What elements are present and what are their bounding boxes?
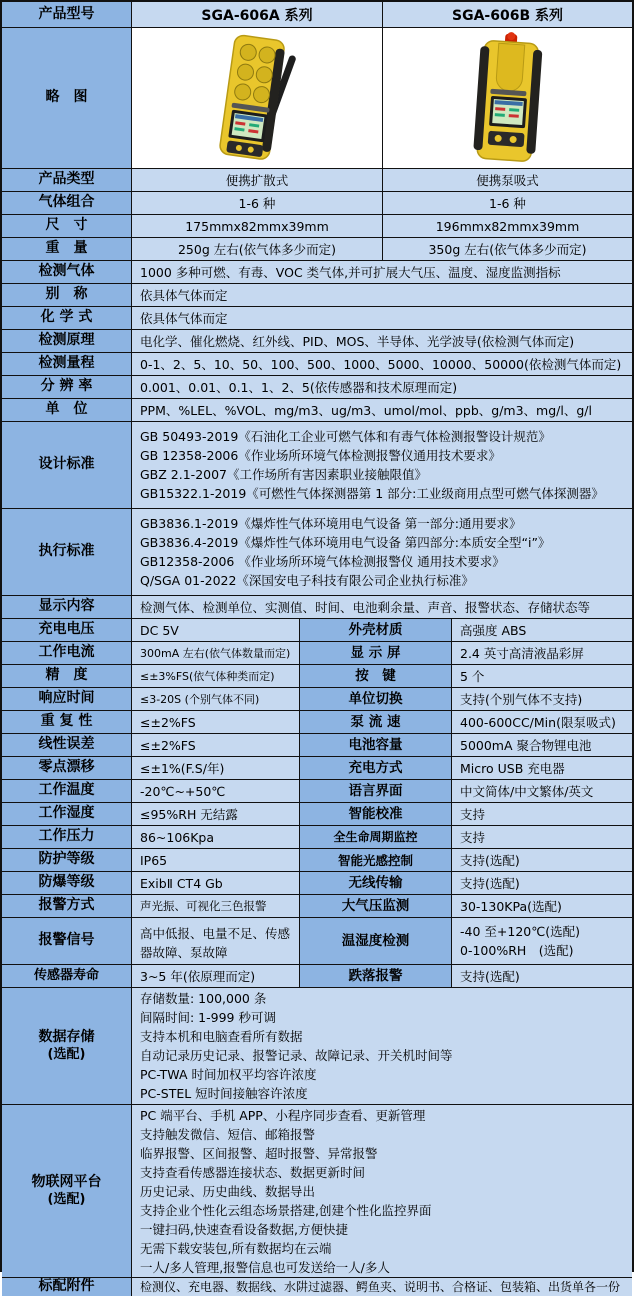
device-b-image-cell (382, 28, 632, 168)
storage-line: 间隔时间: 1-999 秒可调 (140, 1010, 276, 1025)
value-left: ≤95%RH 无结露 (131, 803, 299, 825)
row-working-temperature (2, 779, 632, 802)
row-label: 充电电压 (2, 619, 131, 641)
standard-line: GB 12358-2006《作业场所环境气体检测报警仪通用技术要求》 (140, 448, 501, 463)
row-explosion-proof-rating (2, 871, 632, 894)
row-label: 工作温度 (2, 780, 131, 802)
storage-line: 存储数量: 100,000 条 (140, 991, 267, 1006)
row-dimensions (2, 214, 632, 237)
row-resolution (2, 375, 632, 398)
row-label-right: 外壳材质 (299, 619, 451, 641)
value-left: 300mA 左右(依气体数量而定) (131, 642, 299, 664)
row-detection-principle (2, 329, 632, 352)
row-label (2, 1105, 131, 1277)
row-label: 执行标准 (2, 509, 131, 595)
row-label-right: 单位切换 (299, 688, 451, 710)
standard-line: GBZ 2.1-2007《工作场所有害因素职业接触限值》 (140, 467, 428, 482)
row-value: 依具体气体而定 (131, 284, 632, 306)
value-left: 86~106Kpa (131, 826, 299, 848)
row-charging-voltage (2, 618, 632, 641)
row-label: 报警方式 (2, 895, 131, 917)
row-product-model (2, 2, 632, 27)
value-a: 1-6 种 (131, 192, 382, 214)
iot-line: 支持查看传感器连接状态、数据更新时间 (140, 1164, 366, 1180)
row-linearity-error (2, 733, 632, 756)
row-label: 工作电流 (2, 642, 131, 664)
iot-line: 支持企业个性化云组态场景搭建,创建个性化监控界面 (140, 1202, 432, 1218)
row-label: 分 辨 率 (2, 376, 131, 398)
storage-line: 支持本机和电脑查看所有数据 (140, 1029, 303, 1044)
pump-detector-image (453, 32, 563, 164)
storage-line: PC-TWA 时间加权平均容许浓度 (140, 1067, 317, 1082)
value-right: 30-130KPa(选配) (451, 895, 632, 917)
row-label (2, 988, 131, 1104)
row-response-time (2, 687, 632, 710)
storage-feature-list (131, 988, 632, 1104)
execution-standards-list (131, 509, 632, 595)
value-left: ≤3-20S (个别气体不同) (131, 688, 299, 710)
row-label-right: 电池容量 (299, 734, 451, 756)
diffusion-detector-image (197, 32, 317, 164)
value-right: 支持(选配) (451, 965, 632, 987)
row-display-content (2, 595, 632, 618)
standard-line: GB 50493-2019《石油化工企业可燃气体和有毒气体检测报警设计规范》 (140, 429, 551, 444)
iot-line: 无需下载安装包,所有数据均在云端 (140, 1240, 332, 1256)
iot-line: 一键扫码,快速查看设备数据,方便快捷 (140, 1221, 348, 1237)
value-right: 支持 (451, 803, 632, 825)
row-label: 略 图 (2, 28, 131, 168)
standard-line: GB3836.4-2019《爆炸性气体环境用电气设备 第四部分:本质安全型“i”》 (140, 535, 551, 550)
row-sensor-life (2, 964, 632, 987)
alarm-signals-text: 高中低报、电量不足、传感器故障、泵故障 (140, 925, 291, 960)
row-label: 单 位 (2, 399, 131, 421)
row-label-right: 无线传输 (299, 872, 451, 894)
row-label-right: 语言界面 (299, 780, 451, 802)
row-label-right: 显 示 屏 (299, 642, 451, 664)
standard-line: GB3836.1-2019《爆炸性气体环境用电气设备 第一部分:通用要求》 (140, 516, 522, 531)
row-label-right: 跌落报警 (299, 965, 451, 987)
value-left: IP65 (131, 849, 299, 871)
value-right: 中文简体/中文繁体/英文 (451, 780, 632, 802)
value-right: 支持 (451, 826, 632, 848)
row-label: 显示内容 (2, 596, 131, 618)
value-left: ≤±1%(F.S/年) (131, 757, 299, 779)
row-value: 1000 多种可燃、有毒、VOC 类气体,并可扩展大气压、温度、湿度监测指标 (131, 261, 632, 283)
iot-line: PC 端平台、手机 APP、小程序同步查看、更新管理 (140, 1107, 426, 1123)
standard-line: GB12358-2006 《作业场所环境气体检测报警仪 通用技术要求》 (140, 554, 505, 569)
row-design-standards (2, 421, 632, 508)
row-label: 线性误差 (2, 734, 131, 756)
row-product-type (2, 168, 632, 191)
value-left: ExibⅡ CT4 Gb (131, 872, 299, 894)
row-label: 防爆等级 (2, 872, 131, 894)
row-value: PPM、%LEL、%VOL、mg/m3、ug/m3、umol/mol、ppb、g/m3、mg/l、g/l (131, 399, 632, 421)
row-alarm-signals (2, 917, 632, 964)
row-label: 零点漂移 (2, 757, 131, 779)
row-working-current (2, 641, 632, 664)
row-label-right: 大气压监测 (299, 895, 451, 917)
iot-label: 物联网平台 (31, 1174, 102, 1191)
temp-range-line: -40 至+120℃(选配) (460, 924, 581, 939)
row-label-right: 智能校准 (299, 803, 451, 825)
row-label: 响应时间 (2, 688, 131, 710)
value-right (451, 918, 632, 964)
value-right: 支持(选配) (451, 849, 632, 871)
value-left: 声光振、可视化三色报警 (131, 895, 299, 917)
value-b: 350g 左右(依气体多少而定) (382, 238, 632, 260)
row-label: 精 度 (2, 665, 131, 687)
iot-line: 临界报警、区间报警、超时报警、异常报警 (140, 1145, 378, 1161)
row-value: 0.001、0.01、0.1、1、2、5(依传感器和技术原理而定) (131, 376, 632, 398)
row-label-right: 智能光感控制 (299, 849, 451, 871)
row-label: 工作压力 (2, 826, 131, 848)
standard-line: GB15322.1-2019《可燃性气体探测器第 1 部分:工业级商用点型可燃气体探测器》 (140, 486, 604, 501)
value-left: ≤±3%FS(依气体种类而定) (131, 665, 299, 687)
row-chemical-formula (2, 306, 632, 329)
design-standards-list (131, 422, 632, 508)
iot-line: 支持触发微信、短信、邮箱报警 (140, 1126, 316, 1142)
value-right: 5 个 (451, 665, 632, 687)
value-right: 高强度 ABS (451, 619, 632, 641)
standard-line: Q/SGA 01-2022《深国安电子科技有限公司企业执行标准》 (140, 573, 474, 588)
row-working-humidity (2, 802, 632, 825)
value-right: 400-600CC/Min(限泵吸式) (451, 711, 632, 733)
row-units (2, 398, 632, 421)
storage-line: PC-STEL 短时间接触容许浓度 (140, 1086, 308, 1101)
row-accuracy (2, 664, 632, 687)
row-label: 标配附件 (2, 1278, 131, 1296)
iot-line: 一人/多人管理,报警信息也可发送给一人/多人 (140, 1259, 390, 1275)
row-label: 防护等级 (2, 849, 131, 871)
row-label: 工作湿度 (2, 803, 131, 825)
row-label: 重 复 性 (2, 711, 131, 733)
row-value: 检测气体、检测单位、实测值、时间、电池剩余量、声音、报警状态、存储状态等 (131, 596, 632, 618)
row-value: 依具体气体而定 (131, 307, 632, 329)
row-execution-standards (2, 508, 632, 595)
value-b: 196mmx82mmx39mm (382, 215, 632, 237)
value-a: 250g 左右(依气体多少而定) (131, 238, 382, 260)
value-b: 1-6 种 (382, 192, 632, 214)
iot-label-optional: (选配) (47, 1191, 86, 1207)
row-gas-combination (2, 191, 632, 214)
value-b: 便携泵吸式 (382, 169, 632, 191)
row-label: 传感器寿命 (2, 965, 131, 987)
value-left: ≤±2%FS (131, 711, 299, 733)
row-label-right: 温湿度检测 (299, 918, 451, 964)
model-b-name: SGA-606B 系列 (382, 2, 632, 27)
storage-line: 自动记录历史记录、报警记录、故障记录、开关机时间等 (140, 1048, 453, 1063)
value-left: DC 5V (131, 619, 299, 641)
row-label: 尺 寸 (2, 215, 131, 237)
iot-feature-list (131, 1105, 632, 1277)
row-label: 重 量 (2, 238, 131, 260)
row-standard-accessories (2, 1277, 632, 1296)
row-protection-rating (2, 848, 632, 871)
row-label-right: 按 键 (299, 665, 451, 687)
device-a-image-cell (131, 28, 382, 168)
row-label: 化 学 式 (2, 307, 131, 329)
row-repeatability (2, 710, 632, 733)
row-alarm-mode (2, 894, 632, 917)
row-label: 产品类型 (2, 169, 131, 191)
row-value: 电化学、催化燃烧、红外线、PID、MOS、半导体、光学波导(依检测气体而定) (131, 330, 632, 352)
row-value: 0-1、2、5、10、50、100、500、1000、5000、10000、50000(依检测气体而定) (131, 353, 632, 375)
iot-line: 历史记录、历史曲线、数据导出 (140, 1183, 316, 1199)
value-left: ≤±2%FS (131, 734, 299, 756)
humidity-range-line: 0-100%RH (选配) (460, 943, 574, 958)
row-zero-drift (2, 756, 632, 779)
value-right: 支持(选配) (451, 872, 632, 894)
row-weight (2, 237, 632, 260)
row-label-right: 泵 流 速 (299, 711, 451, 733)
row-alias (2, 283, 632, 306)
row-label: 产品型号 (2, 2, 131, 27)
row-label-right: 充电方式 (299, 757, 451, 779)
value-left (131, 918, 299, 964)
row-label: 检测气体 (2, 261, 131, 283)
row-label: 报警信号 (2, 918, 131, 964)
model-a-name: SGA-606A 系列 (131, 2, 382, 27)
row-value: 检测仪、充电器、数据线、水阱过滤器、鳄鱼夹、说明书、合格证、包装箱、出货单各一份 (131, 1278, 632, 1296)
row-label: 检测原理 (2, 330, 131, 352)
row-iot-platform (2, 1104, 632, 1277)
value-right: Micro USB 充电器 (451, 757, 632, 779)
value-left: 3~5 年(依原理而定) (131, 965, 299, 987)
row-data-storage (2, 987, 632, 1104)
value-right: 5000mA 聚合物锂电池 (451, 734, 632, 756)
row-working-pressure (2, 825, 632, 848)
row-label: 别 称 (2, 284, 131, 306)
storage-label: 数据存储 (38, 1029, 95, 1046)
value-right: 支持(个别气体不支持) (451, 688, 632, 710)
value-a: 便携扩散式 (131, 169, 382, 191)
row-label: 气体组合 (2, 192, 131, 214)
row-detection-range (2, 352, 632, 375)
value-a: 175mmx82mmx39mm (131, 215, 382, 237)
storage-label-optional: (选配) (47, 1046, 86, 1062)
row-label: 设计标准 (2, 422, 131, 508)
row-label-right: 全生命周期监控 (299, 826, 451, 848)
value-right: 2.4 英寸高清液晶彩屏 (451, 642, 632, 664)
value-left: -20℃~+50℃ (131, 780, 299, 802)
row-detected-gases (2, 260, 632, 283)
row-label: 检测量程 (2, 353, 131, 375)
row-sketch (2, 27, 632, 168)
